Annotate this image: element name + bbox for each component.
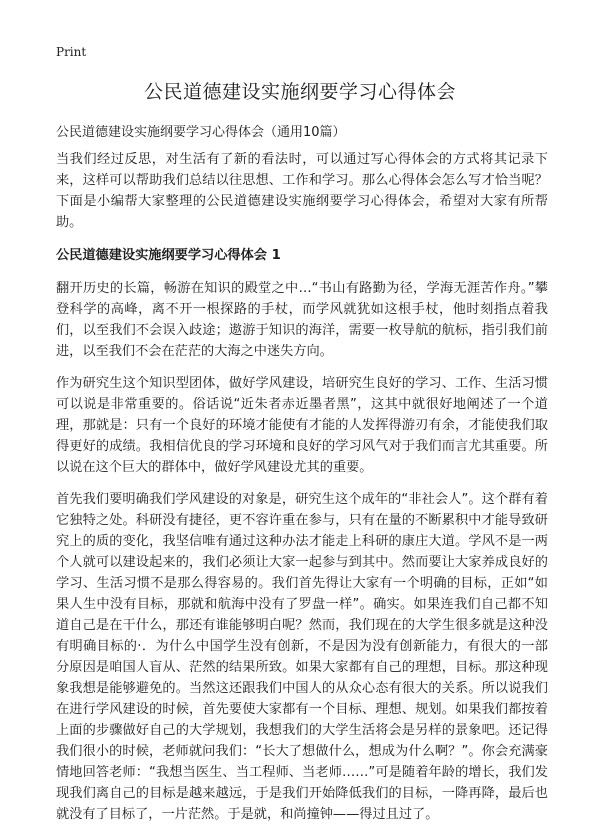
document-subtitle: 公民道德建设实施纲要学习心得体会（通用10篇） [56, 125, 346, 140]
section-paragraph: 作为研究生这个知识型团体，做好学风建设，培研究生良好的学习、工作、生活习惯可以说是非常重要的。俗话说“近朱者赤近墨者黑”，这其中就很好地阐述了一个道理，那就是：只有一个良好的环境才能使有才能的人发挥得游刃有余，才能使我们取得更好的成绩。我相信优良的学习环境和良好的学习风气对于我们而言尤其重要。所以说在这个巨大的群体中，做好学风建设尤其的重要。 [56, 376, 548, 475]
intro-paragraph: 当我们经过反思，对生活有了新的看法时，可以通过写心得体会的方式将其记录下来，这样可以帮助我们总结以往思想、工作和学习。那么心得体会怎么写才恰当呢？下面是小编帮大家整理的公民道德建设实施纲要学习心得体会，希望对大家有所帮助。 [56, 152, 548, 230]
section-paragraph: 翻开历史的长篇，畅游在知识的殿堂之中…“书山有路勤为径，学海无涯苦作舟。”攀登科学的高峰，离不开一根探路的手杖，而学风就犹如这根手杖，他时刻指点着我们，以至我们不会误入歧途；遨游于知识的海洋，需要一枚导航的航标，指引我们前进，以至我们不会在茫茫的大海之中迷失方向。 [56, 281, 548, 359]
section-heading: 公民道德建设实施纲要学习心得体会 1 [56, 248, 281, 263]
page-title: 公民道德建设实施纲要学习心得体会 [143, 81, 456, 103]
article-body [56, 149, 548, 836]
print-link[interactable]: Print [56, 45, 87, 59]
section-paragraph: 首先我们要明确我们学风建设的对象是，研究生这个成年的“非社会人”。这个群有着它独特之处。科研没有捷径，更不容许重在参与，只有在量的不断累积中才能导致研究上的质的变化，我坚信唯有通过这种办法才能走上科研的康庄大道。学风不是一两个人就可以建设起来的，我们必须让大家一起参与到其中。然而要让大家养成良好的学习、生活习惯不是那么得容易的。我们首先得让大家有一个明确的目标，正如“如果人生中没有目标，那就和航海中没有了罗盘一样”。确实。如果连我们自己都不知道自己是在干什么，那还有谁能够明白呢？然而，我们现在的大学生很多就是这种没有明确目标的·．为什么中国学生没有创新，不是因为没有创新能力，有很大的一部分原因是咱国人盲从、茫然的结果所致。如果大家都有自己的理想，目标。那这种现象我想是能够避免的。当然这还跟我们中国人的从众心态有很大的关系。所以说我们在进行学风建设的时候，首先要使大家都有一个目标、理想、规划。如果我们都按着上面的步骤做好自己的大学规划，我想我们的大学生活将会是另样的景象吧。还记得我们很小的时候，老师就问我们：“长大了想做什么，想成为什么啊？”。你会充满豪情地回答老师：“我想当医生、当工程师、当老师……”可是随着年龄的增长，我们发现我们离自己的目标是越来越远，于是我们开始降低我们的目标，一降再降，最后也就没有了目标了，一片茫然。于是就，和尚撞钟——得过且过了。 [56, 492, 548, 822]
